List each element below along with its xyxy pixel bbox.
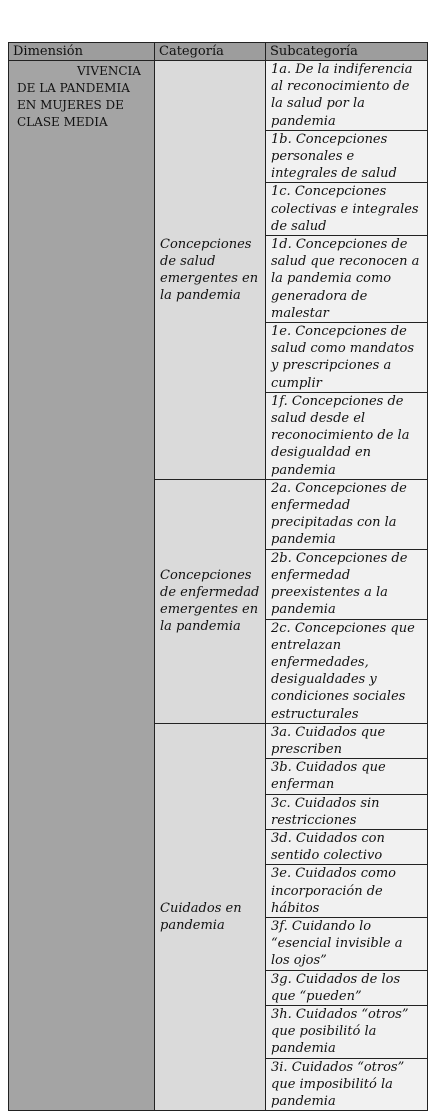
subcategory-cell: 3a. Cuidados que prescriben xyxy=(266,723,428,758)
subcategory-cell: 2c. Concepciones que entrelazan enfermedades, desigualdades y condiciones sociales estructurales xyxy=(266,619,428,723)
subcategory-cell: 3c. Cuidados sin restricciones xyxy=(266,794,428,829)
dimension-line-1: VIVENCIA xyxy=(77,64,141,78)
subcategory-cell: 1d. Concepciones de salud que reconocen a la pandemia como generadora de malestar xyxy=(266,236,428,323)
subcategory-cell: 1a. De la indiferencia al reconocimiento de la salud por la pandemia xyxy=(266,61,428,131)
subcategory-cell: 1c. Concepciones colectivas e integrales de salud xyxy=(266,183,428,236)
dimension-line-2: DE LA PANDEMIA EN MUJERES DE CLASE MEDIA xyxy=(17,81,130,129)
subcategory-cell: 1b. Concepciones personales e integrales de salud xyxy=(266,130,428,183)
subcategory-cell: 3f. Cuidando lo “esencial invisible a los ojos” xyxy=(266,917,428,970)
subcategory-cell: 1f. Concepciones de salud desde el reconocimiento de la desigualdad en pandemia xyxy=(266,392,428,479)
category-cell-enfermedad: Concepciones de enfermedad emergentes en la pandemia xyxy=(155,479,266,723)
header-category: Categoría xyxy=(155,43,266,61)
subcategory-cell: 2a. Concepciones de enfermedad precipitadas con la pandemia xyxy=(266,479,428,549)
subcategory-cell: 3d. Cuidados con sentido colectivo xyxy=(266,829,428,864)
categories-table xyxy=(8,42,428,1111)
subcategory-cell: 2b. Concepciones de enfermedad preexistentes a la pandemia xyxy=(266,549,428,619)
subcategory-cell: 3g. Cuidados de los que “pueden” xyxy=(266,970,428,1005)
category-cell-cuidados: Cuidados en pandemia xyxy=(155,723,266,1110)
header-row xyxy=(9,43,428,61)
header-dimension: Dimensión xyxy=(9,43,155,61)
subcategory-cell: 3i. Cuidados “otros” que imposibilitó la pandemia xyxy=(266,1058,428,1111)
category-cell-salud: Concepciones de salud emergentes en la pandemia xyxy=(155,61,266,480)
header-subcategory: Subcategoría xyxy=(266,43,428,61)
dimension-cell xyxy=(9,61,155,1111)
subcategory-cell: 3b. Cuidados que enferman xyxy=(266,759,428,794)
subcategory-cell: 3e. Cuidados como incorporación de hábitos xyxy=(266,865,428,918)
table-row xyxy=(9,61,428,131)
subcategory-cell: 3h. Cuidados “otros” que posibilitó la pandemia xyxy=(266,1005,428,1058)
subcategory-cell: 1e. Concepciones de salud como mandatos y prescripciones a cumplir xyxy=(266,323,428,393)
